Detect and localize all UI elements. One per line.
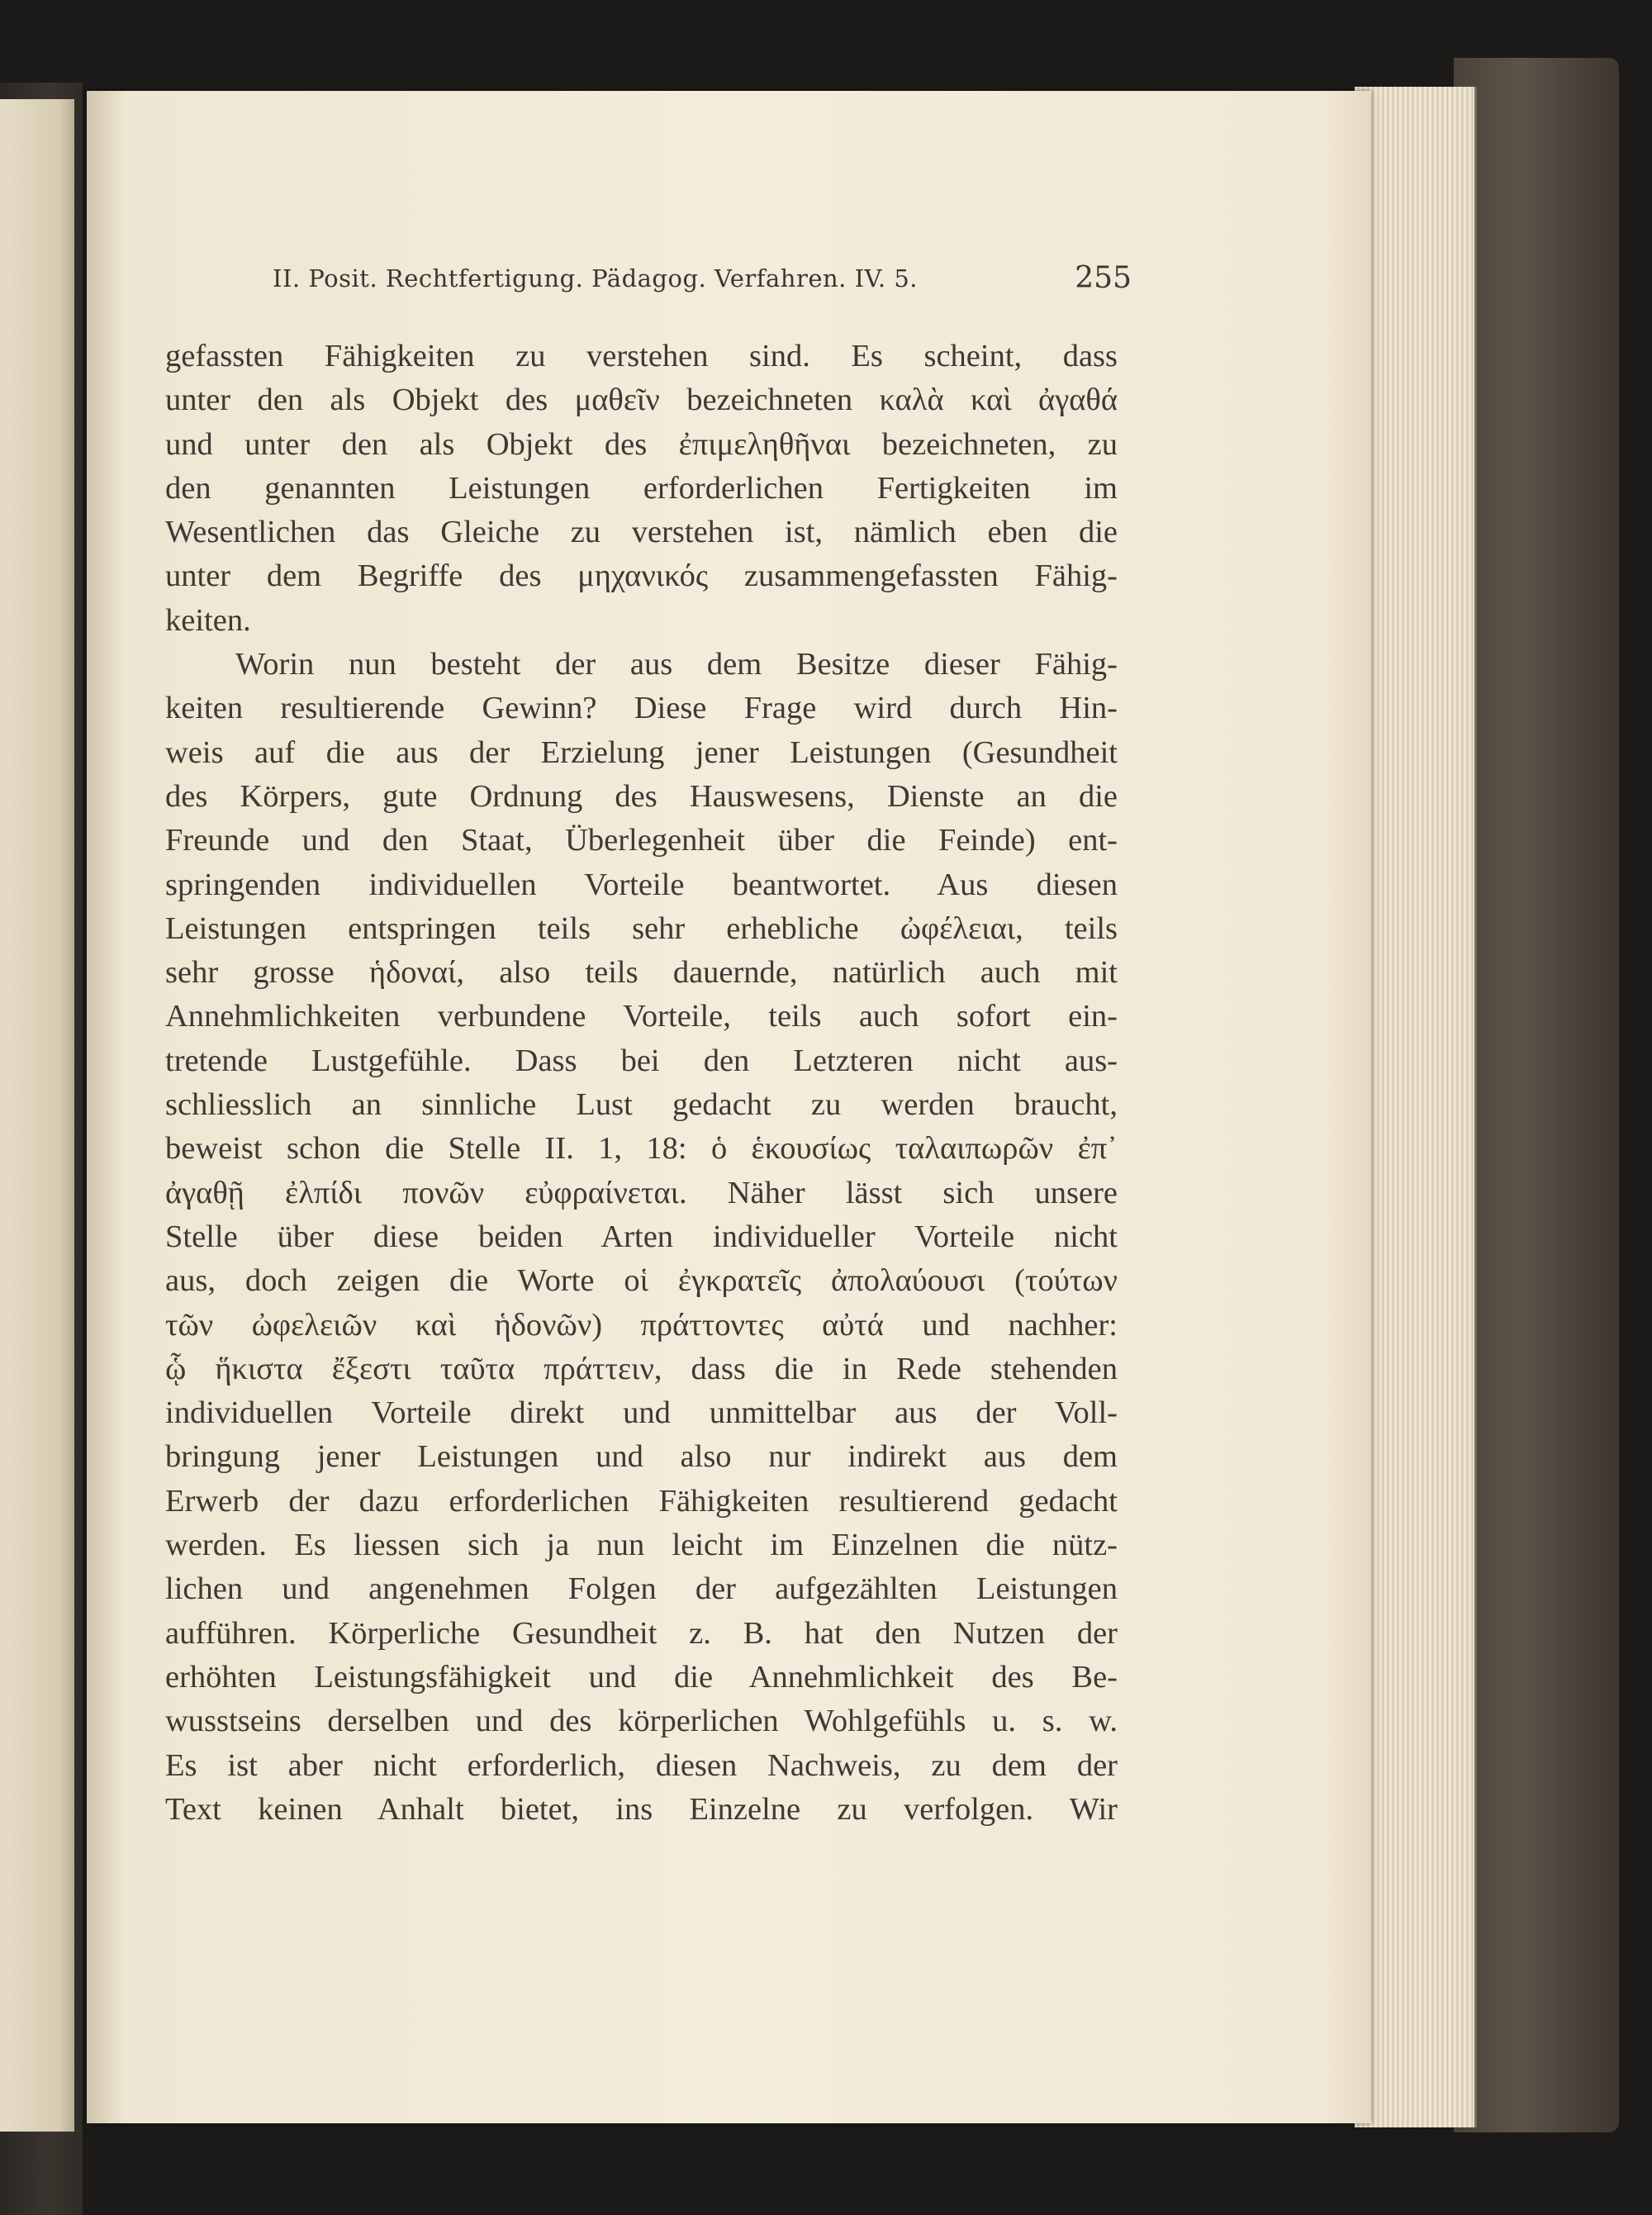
text-line: werden. Es liessen sich ja nun leicht im Einzelnen die nütz- [165,1528,1118,1563]
text-line: tretende Lustgefühle. Dass bei den Letzteren nicht aus- [165,1043,1118,1078]
text-line: Text keinen Anhalt bietet, ins Einzelne zu verfolgen. Wir [165,1791,1118,1827]
text-line: keiten resultierende Gewinn? Diese Frage wird durch Hin- [165,691,1118,726]
book-cover-right [1454,58,1619,2132]
text-line: und unter den als Objekt des ἐπιμεληθῆναι bezeichneten, zu [165,426,1118,462]
text-line: Leistungen entspringen teils sehr erhebliche ὠφέλειαι, teils [165,910,1118,946]
text-line: Erwerb der dazu erforderlichen Fähigkeiten resultierend gedacht [165,1483,1118,1519]
text-line: lichen und angenehmen Folgen der aufgezählten Leistungen [165,1571,1118,1607]
page-stack-edges [1355,87,1477,2127]
text-line: Wesentlichen das Gleiche zu verstehen ist, nämlich eben die [165,515,1118,550]
text-line: des Körpers, gute Ordnung des Hauswesens, Dienste an die [165,778,1118,814]
text-line: ᾧ ἥκιστα ἔξεστι ταῦτα πράττειν, dass die in Rede stehenden [165,1351,1118,1386]
text-line: sehr grosse ἡδοναί, also teils dauernde, natürlich auch mit [165,955,1118,991]
text-line: aus, doch zeigen die Worte οἱ ἐγκρατεῖς ἀπολαύουσι (τούτων [165,1263,1118,1299]
text-line: individuellen Vorteile direkt und unmittelbar aus der Voll- [165,1395,1118,1431]
paragraph-start-line: Worin nun besteht der aus dem Besitze dieser Fähig- [235,647,1118,682]
text-line: unter den als Objekt des μαθεῖν bezeichneten καλὰ καὶ ἀγαθά [165,383,1118,418]
page-header [273,261,1132,306]
page-number: 255 [1075,261,1132,295]
text-line: bringung jener Leistungen und also nur indirekt aus dem [165,1439,1118,1475]
text-line: Freunde und den Staat, Überlegenheit über die Feinde) ent- [165,823,1118,858]
text-line: erhöhten Leistungsfähigkeit und die Annehmlichkeit des Be- [165,1659,1118,1695]
text-line: Stelle über diese beiden Arten individueller Vorteile nicht [165,1219,1118,1254]
body-text [165,335,1118,1832]
text-line: beweist schon die Stelle II. 1, 18: ὁ ἑκουσίως ταλαιπωρῶν ἐπ᾽ [165,1131,1118,1167]
text-line: τῶν ὠφελειῶν καὶ ἡδονῶν) πράττοντες αὐτά und nachher: [165,1307,1118,1343]
text-line: aufführen. Körperliche Gesundheit z. B. hat den Nutzen der [165,1615,1118,1651]
text-line: ἀγαθῇ ἐλπίδι πονῶν εὐφραίνεται. Näher lässt sich unsere [165,1175,1118,1210]
text-line: wusstseins derselben und des körperlichen Wohlgefühls u. s. w. [165,1704,1118,1739]
text-line: weis auf die aus der Erzielung jener Leistungen (Gesundheit [165,734,1118,770]
text-line: gefassten Fähigkeiten zu verstehen sind. Es scheint, dass [165,339,1118,373]
text-line: Annehmlichkeiten verbundene Vorteile, teils auch sofort ein- [165,999,1118,1034]
text-line: den genannten Leistungen erforderlichen Fertigkeiten im [165,470,1118,506]
text-line: schliesslich an sinnliche Lust gedacht zu werden braucht, [165,1087,1118,1123]
text-line: Es ist aber nicht erforderlich, diesen Nachweis, zu dem der [165,1747,1118,1783]
text-line: springenden individuellen Vorteile beantwortet. Aus diesen [165,867,1118,902]
text-line: keiten. [165,602,251,638]
previous-page-edge [0,99,74,2132]
running-title: II. Posit. Rechtfertigung. Pädagog. Verfahren. IV. 5. [273,264,919,292]
text-line: unter dem Begriffe des μηχανικός zusammengefassten Fähig- [165,559,1118,594]
